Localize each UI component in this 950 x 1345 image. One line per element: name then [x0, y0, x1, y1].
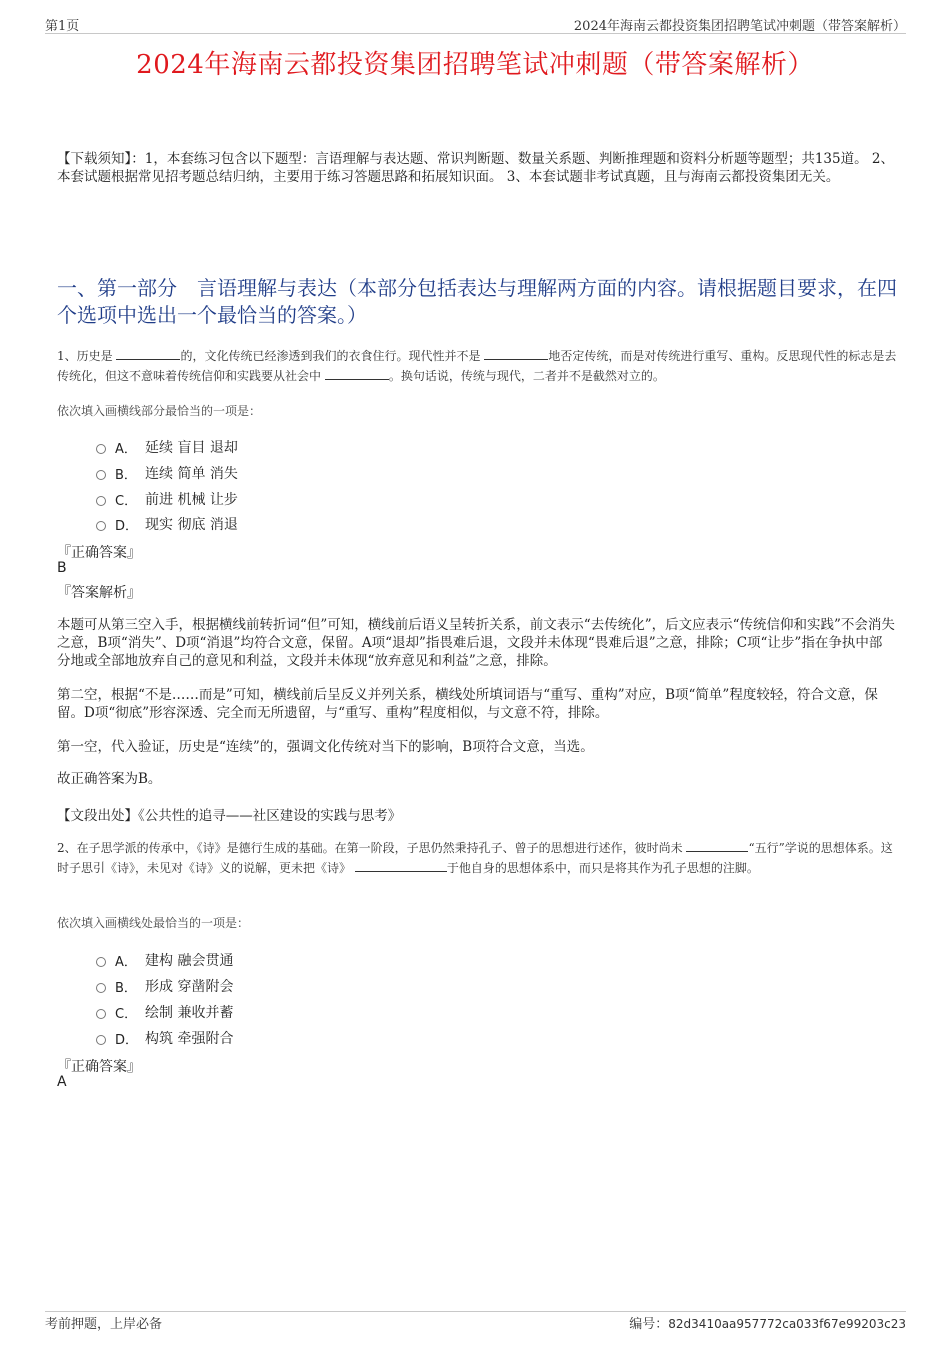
radio-button-icon[interactable] [96, 496, 106, 506]
question-2-option-b[interactable] [96, 976, 233, 996]
page-title: 2024年海南云都投资集团招聘笔试冲刺题（带答案解析） [136, 50, 814, 80]
question-2-option-a[interactable] [96, 950, 233, 970]
answer-label: 『正确答案』 [57, 545, 141, 561]
header-doc-title: 2024年海南云都投资集团招聘笔试冲刺题（带答案解析） [573, 19, 906, 34]
question-2-stem [57, 838, 902, 878]
question-1-option-c[interactable] [96, 489, 238, 509]
analysis-paragraph: 第二空，根据“不是……而是”可知，横线前后呈反义并列关系，横线处所填词语与“重写、重构”对应，B项“简单”程度较轻，符合文意，保留。D项“彻底”形容深透、完全而无所遗留，与“重写、重构”程度相似，与文意不符，排除。 [57, 687, 878, 721]
question-2-option-d[interactable] [96, 1028, 233, 1048]
correct-answer: B [57, 560, 67, 576]
option-text: 连续 简单 消失 [145, 466, 238, 482]
analysis-paragraph: 故正确答案为B。 [57, 771, 162, 787]
option-text: 绘制 兼收并蓄 [145, 1005, 234, 1021]
page-number: 第1页 [45, 19, 80, 34]
footer-slogan: 考前押题，上岸必备 [45, 1317, 163, 1332]
option-text: 现实 彻底 消退 [145, 517, 238, 533]
stem-text: 2、在子思学派的传承中，《诗》是德行生成的基础。在第一阶段，子思仍然秉持孔子、曾子的思想进行述作，彼时尚未 [57, 841, 683, 855]
option-letter: C． [115, 493, 138, 509]
download-notice: 【下载须知】：1，本套练习包含以下题型：言语理解与表达题、常识判断题、数量关系题、判断推理题和资料分析题等题型；共135道。 2、本套试题根据常见招考题总结归纳，主要用于练习答题思路和拓展知识面。 3、本套试题非考试真题，且与海南云都投资集团无关。 [57, 151, 894, 185]
header-divider [45, 33, 906, 34]
radio-button-icon[interactable] [96, 470, 106, 480]
stem-text: 的，文化传统已经渗透到我们的衣食住行。现代性并不是 [180, 349, 481, 363]
option-text: 形成 穿凿附会 [145, 979, 234, 995]
option-letter: B． [115, 467, 137, 483]
analysis-paragraph: 本题可从第三空入手，根据横线前转折词“但”可知，横线前后语义呈转折关系，前文表示“去传统化”，后文应表示“传统信仰和实践”不会消失之意，B项“消失”、D项“消退”均符合文意，保留。A项“退却”指畏难后退，文段并未体现“畏难后退”之意，排除；C项“让步”指在争执中部分地或全部地放弃自己的意见和利益，文段并未体现“放弃意见和利益”之意，排除。 [57, 617, 895, 669]
footer-code [629, 1313, 906, 1332]
option-text: 建构 融会贯通 [145, 953, 234, 969]
option-text: 构筑 牵强附合 [145, 1031, 234, 1047]
text-source: 【文段出处】《公共性的追寻——社区建设的实践与思考》 [57, 808, 402, 824]
stem-text: 。换句话说，传统与现代，二者并不是截然对立的。 [388, 369, 665, 383]
option-letter: D． [115, 518, 139, 534]
section-heading: 一、第一部分 言语理解与表达（本部分包括表达与理解两方面的内容。请根据题目要求，在四个选项中选出一个最恰当的答案。） [57, 276, 897, 327]
answer-label: 『正确答案』 [57, 1059, 141, 1075]
footer-divider [45, 1311, 906, 1312]
stem-text: 1、历史是 [57, 349, 113, 363]
radio-button-icon[interactable] [96, 521, 106, 531]
option-letter: A． [115, 954, 137, 970]
question-1-prompt: 依次填入画横线部分最恰当的一项是： [57, 404, 262, 418]
correct-answer: A [57, 1074, 67, 1090]
stem-text: “五行”学说的思想体系。这时子思引《诗》，未见对《诗》义的说解，更未把《诗》 [57, 841, 893, 875]
analysis-label: 『答案解析』 [57, 585, 141, 601]
fill-blank [325, 367, 389, 380]
radio-button-icon[interactable] [96, 957, 106, 967]
stem-text: 于他自身的思想体系中，而只是将其作为孔子思想的注脚。 [446, 861, 759, 875]
question-2-prompt: 依次填入画横线处最恰当的一项是： [57, 916, 250, 930]
radio-button-icon[interactable] [96, 983, 106, 993]
option-text: 延续 盲目 退却 [145, 440, 238, 456]
radio-button-icon[interactable] [96, 1009, 106, 1019]
fill-blank [686, 839, 748, 852]
question-1-option-d[interactable] [96, 514, 238, 534]
analysis-paragraph: 第一空，代入验证，历史是“连续”的，强调文化传统对当下的影响，B项符合文意，当选。 [57, 739, 594, 755]
question-1-option-b[interactable] [96, 463, 238, 483]
radio-button-icon[interactable] [96, 444, 106, 454]
footer-code-value: 82d3410aa957772ca033f67e99203c23 [668, 1317, 906, 1331]
option-letter: A． [115, 441, 137, 457]
option-text: 前进 机械 让步 [145, 492, 238, 508]
question-2-option-c[interactable] [96, 1002, 233, 1022]
footer-code-label: 编号： [629, 1317, 669, 1332]
question-1-option-a[interactable] [96, 437, 238, 457]
fill-blank [116, 347, 180, 360]
radio-button-icon[interactable] [96, 1035, 106, 1045]
option-letter: C． [115, 1006, 138, 1022]
question-1-stem [57, 346, 902, 386]
fill-blank [484, 347, 548, 360]
option-letter: B． [115, 980, 137, 996]
stem-text: 地否定传统，而是对传统进行重写、重构。反思现代性的标志是去传统化，但这不意味着传统信仰和实践要从社会中 [57, 349, 897, 383]
option-letter: D． [115, 1032, 139, 1048]
fill-blank [355, 859, 447, 872]
